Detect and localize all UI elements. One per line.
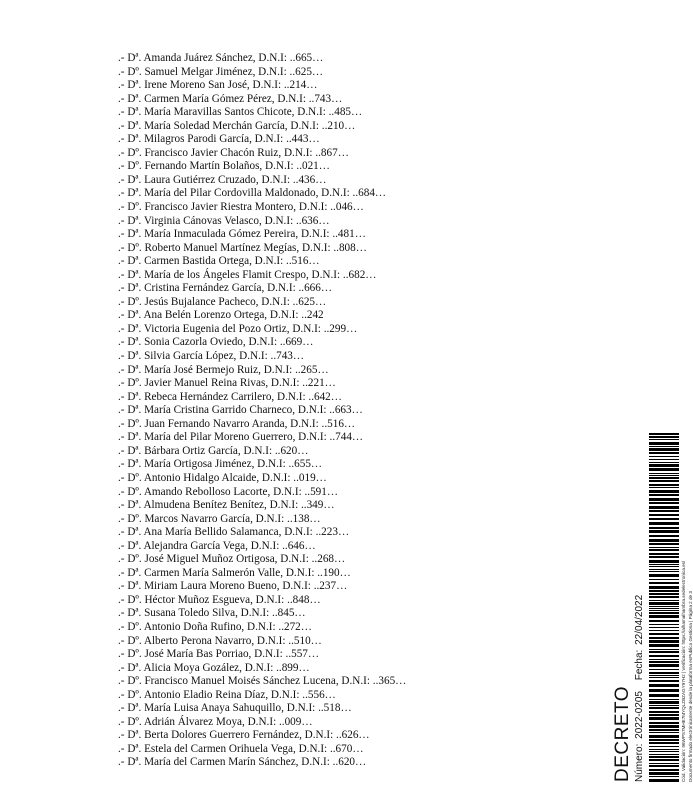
list-item: .- Dº. Juan Fernando Navarro Aranda, D.N.I: ..516…: [118, 417, 356, 430]
list-item: .- Dª. María Cristina Garrido Charneco, D.N.I: ..663…: [118, 404, 363, 417]
barcode-bar: [649, 553, 679, 555]
barcode-bar: [649, 627, 679, 628]
list-item: .- Dº. José Miguel Muñoz Ortigosa, D.N.I: ..268…: [118, 553, 346, 566]
list-item: .- Dº. Alberto Perona Navarro, D.N.I: ..510…: [118, 634, 322, 647]
barcode-bar: [649, 651, 679, 653]
barcode-bar: [649, 711, 679, 713]
list-item: .- Dº. Marcos Navarro García, D.N.I: ..138…: [118, 512, 321, 525]
list-item: .- Dª. Susana Toledo Silva, D.N.I: ..845…: [118, 607, 306, 620]
list-item: .- Dª. Rebeca Hernández Carrilero, D.N.I: ..642…: [118, 390, 342, 403]
list-item: .- Dª. Ana María Bellido Salamanca, D.N.I: ..223…: [118, 526, 350, 539]
barcode-bar: [649, 640, 679, 643]
barcode-bar: [649, 644, 679, 647]
numero-label: Número:: [634, 743, 645, 782]
barcode-bar: [649, 569, 679, 570]
list-item: .- Dª. Laura Gutiérrez Cruzado, D.N.I: ..436…: [118, 173, 327, 186]
barcode-bar: [649, 751, 679, 752]
barcode-bar: [649, 655, 679, 657]
list-item: .- Dª. Miriam Laura Moreno Bueno, D.N.I: ..237…: [118, 580, 348, 593]
list-item: .- Dª. Silvia García López, D.N.I: ..743…: [118, 350, 305, 363]
barcode-bar: [649, 468, 679, 471]
barcode-bar: [649, 498, 679, 501]
barcode-bar: [649, 739, 679, 741]
barcode-bar: [649, 556, 679, 558]
list-item: .- Dª. Carmen Bastida Ortega, D.N.I: ..516…: [118, 255, 320, 268]
list-item: .- Dª. Ana Belén Lorenzo Ortega, D.N.I: ..242: [118, 309, 324, 322]
barcode-bar: [649, 763, 679, 764]
barcode-bar: [649, 433, 679, 435]
barcode-bar: [649, 759, 679, 761]
list-item: .- Dº. Francisco Javier Riestra Montero, D.N.I: ..046…: [118, 201, 364, 214]
signature-platform-text: Documento firmado electrónicamente desde la plataforma esPublico Gestiona | Página 2 de 3: [688, 591, 693, 782]
list-item: .- Dª. María del Carmen Marín Sánchez, D.N.I: ..620…: [118, 756, 367, 769]
list-item: .- Dª. Almudena Benítez Benítez, D.N.I: ..349…: [118, 499, 335, 512]
barcode-bar: [649, 659, 679, 660]
barcode-bar: [649, 514, 679, 516]
barcode-bar: [649, 661, 679, 663]
barcode-bar: [649, 769, 679, 771]
barcode-bar: [649, 459, 679, 460]
barcode-bar: [649, 560, 679, 563]
beneficiary-list: [118, 52, 406, 770]
barcode-bar: [649, 633, 679, 635]
decree-meta: [634, 362, 645, 782]
barcode-bar: [649, 543, 679, 545]
barcode-bar: [649, 677, 679, 678]
fecha-value: 22/04/2022: [634, 594, 645, 645]
barcode-bar: [649, 586, 679, 589]
barcode-bar: [649, 510, 679, 512]
list-item: .- Dª. Cristina Fernández García, D.N.I: ..666…: [118, 282, 333, 295]
list-item: .- Dª. Victoria Eugenia del Pozo Ortiz, D.N.I: ..299…: [118, 322, 358, 335]
barcode-bar: [649, 707, 679, 709]
barcode-bar: [649, 714, 679, 716]
barcode-bar: [649, 765, 679, 767]
barcode-bar: [649, 612, 679, 614]
list-item: .- Dª. Alicia Moya Gozález, D.N.I: ..899…: [118, 661, 310, 674]
barcode-bar: [649, 480, 679, 482]
barcode-bar: [649, 701, 679, 704]
list-item: .- Dº. Javier Manuel Reina Rivas, D.N.I: ..221…: [118, 377, 336, 390]
list-item: .- Dª. María José Bermejo Ruiz, D.N.I: ..265…: [118, 363, 329, 376]
list-item: .- Dº. Adrián Álvarez Moya, D.N.I: ..009…: [118, 715, 313, 728]
fecha-label: Fecha:: [634, 649, 645, 681]
barcode-bar: [649, 590, 679, 592]
barcode-bar: [649, 506, 679, 509]
barcode-bar: [649, 689, 679, 692]
list-item: .- Dº. José María Bas Porriao, D.N.I: ..557…: [118, 648, 320, 661]
barcode-bar: [649, 749, 679, 750]
list-item: .- Dª. Sonia Cazorla Oviedo, D.N.I: ..669…: [118, 336, 314, 349]
barcode-bar: [649, 630, 679, 631]
barcode-bar: [649, 593, 679, 595]
validation-code-text: Cód. Validación: 96WPS7MHE7MYQLZBZAGY97H2 | Verificación: https://alhamalhambra.sedelectronica.es/: [681, 560, 686, 782]
barcode-bar: [649, 442, 679, 445]
barcode-bar: [649, 746, 679, 747]
list-item: .- Dª. Alejandra García Vega, D.N.I: ..646…: [118, 539, 316, 552]
barcode-bar: [649, 452, 679, 454]
list-item: .- Dª. María Maravillas Santos Chicote, D.N.I: ..485…: [118, 106, 363, 119]
barcode-bar: [649, 490, 679, 493]
barcode-bar: [649, 522, 679, 525]
list-item: .- Dª. Virginia Cánovas Velasco, D.N.I: ..636…: [118, 214, 330, 227]
barcode-bar: [649, 756, 679, 758]
barcode-bar: [649, 729, 679, 731]
barcode-bar: [649, 675, 679, 676]
barcode-bar: [649, 669, 679, 670]
barcode-bar: [649, 564, 679, 565]
barcode-bar: [649, 494, 679, 496]
barcode-bar: [649, 608, 679, 609]
barcode-bar: [649, 735, 679, 738]
barcode-bar: [649, 582, 679, 584]
list-item: .- Dº. Amando Rebolloso Lacorte, D.N.I: ..591…: [118, 485, 339, 498]
barcode-bar: [649, 664, 679, 667]
list-item: .- Dº. Héctor Muñoz Esgueva, D.N.I: ..848…: [118, 593, 321, 606]
barcode-bar: [649, 473, 679, 474]
barcode-bar: [649, 448, 679, 451]
barcode-bar: [649, 475, 679, 476]
list-item: .- Dª. María Luisa Anaya Sahuquillo, D.N.I: ..518…: [118, 702, 352, 715]
barcode-bar: [649, 535, 679, 537]
barcode-bar: [649, 446, 679, 447]
barcode-bar: [649, 754, 679, 755]
document-type: DECRETO: [612, 685, 633, 782]
barcode-bar: [649, 705, 679, 706]
barcode-bar: [649, 436, 679, 438]
barcode-bar: [649, 456, 679, 457]
list-item: .- Dª. Carmen María Gómez Pérez, D.N.I: ..743…: [118, 92, 343, 105]
list-item: .- Dº. Jesús Bujalance Pacheco, D.N.I: ..625…: [118, 295, 327, 308]
barcode-bar: [649, 462, 679, 463]
list-item: .- Dº. Samuel Melgar Jiménez, D.N.I: ..625…: [118, 65, 324, 78]
barcode-bar: [649, 477, 679, 479]
barcode-bar: [649, 779, 679, 782]
barcode-bar: [649, 615, 679, 618]
barcode-bar: [649, 722, 679, 724]
barcode-bar: [649, 530, 679, 533]
list-item: .- Dª. María de los Ángeles Flamit Crespo, D.N.I: ..682…: [118, 268, 377, 281]
barcode-bar: [649, 680, 679, 682]
list-item: .- Dº. Francisco Manuel Moisés Sánchez Lucena, D.N.I: ..365…: [118, 675, 407, 688]
list-item: .- Dª. Milagros Parodi García, D.N.I: ..443…: [118, 133, 320, 146]
barcode-image: [649, 432, 679, 782]
barcode-bar: [649, 539, 679, 542]
barcode-bar: [649, 566, 679, 567]
barcode-bar: [649, 684, 679, 687]
barcode-bar: [649, 518, 679, 520]
barcode-bar: [649, 725, 679, 728]
list-item: .- Dª. María Soledad Merchán García, D.N.I: ..210…: [118, 119, 356, 132]
barcode-bar: [649, 502, 679, 504]
barcode-bar: [649, 484, 679, 486]
barcode-bar: [649, 776, 679, 777]
list-item: .- Dº. Roberto Manuel Martínez Megías, D.N.I: ..808…: [118, 241, 367, 254]
list-item: .- Dª. Amanda Juárez Sánchez, D.N.I: ..665…: [118, 52, 324, 64]
barcode-bar: [649, 649, 679, 650]
list-item: .- Dª. María del Pilar Moreno Guerrero, D.N.I: ..744…: [118, 431, 364, 444]
list-item: .- Dª. María del Pilar Cordovilla Maldonado, D.N.I: ..684…: [118, 187, 387, 200]
list-item: .- Dº. Francisco Javier Chacón Ruiz, D.N.I: ..867…: [118, 146, 349, 159]
list-item: .- Dª. Bárbara Ortiz García, D.N.I: ..620…: [118, 444, 309, 457]
list-item: .- Dª. Carmen María Salmerón Valle, D.N.I: ..190…: [118, 566, 351, 579]
list-item: .- Dª. Estela del Carmen Orihuela Vega, D.N.I: ..670…: [118, 742, 364, 755]
list-item: .- Dº. Antonio Eladio Reina Díaz, D.N.I: ..556…: [118, 688, 336, 701]
barcode-bar: [649, 637, 679, 639]
barcode: [649, 432, 679, 782]
barcode-bar: [649, 547, 679, 548]
barcode-bar: [649, 772, 679, 775]
barcode-bar: [649, 571, 679, 572]
barcode-bar: [649, 732, 679, 733]
barcode-bar: [649, 439, 679, 440]
barcode-bar: [649, 527, 679, 529]
barcode-bar: [649, 574, 679, 577]
barcode-bar: [649, 602, 679, 605]
barcode-bar: [649, 549, 679, 551]
list-item: .- Dª. María Inmaculada Gómez Pereira, D.N.I: ..481…: [118, 228, 366, 241]
barcode-bar: [649, 464, 679, 467]
numero-value: 2022-0205: [634, 691, 645, 739]
barcode-bar: [649, 672, 679, 674]
barcode-bar: [649, 610, 679, 611]
list-item: .- Dº. Fernando Martín Bolaños, D.N.I: ..021…: [118, 160, 330, 173]
list-item: .- Dº. Antonio Hidalgo Alcaide, D.N.I: ..019…: [118, 471, 327, 484]
barcode-bar: [649, 742, 679, 744]
barcode-bar: [649, 606, 679, 607]
barcode-bar: [649, 694, 679, 697]
decree-header: [612, 362, 634, 782]
barcode-bar: [649, 579, 679, 580]
barcode-bar: [649, 717, 679, 720]
validation-sidebar: [612, 362, 693, 782]
barcode-bar: [649, 624, 679, 625]
list-item: .- Dª. Irene Moreno San José, D.N.I: ..214…: [118, 79, 318, 92]
list-item: .- Dª. María Ortigosa Jiménez, D.N.I: ..655…: [118, 458, 323, 471]
barcode-bar: [649, 600, 679, 601]
barcode-bar: [649, 596, 679, 598]
list-item: .- Dº. Antonio Doña Rufino, D.N.I: ..272…: [118, 620, 312, 633]
list-item: .- Dª. Berta Dolores Guerrero Fernández, D.N.I: ..626…: [118, 729, 370, 742]
barcode-bar: [649, 699, 679, 700]
barcode-bar: [649, 620, 679, 622]
barcode-bar: [649, 487, 679, 488]
